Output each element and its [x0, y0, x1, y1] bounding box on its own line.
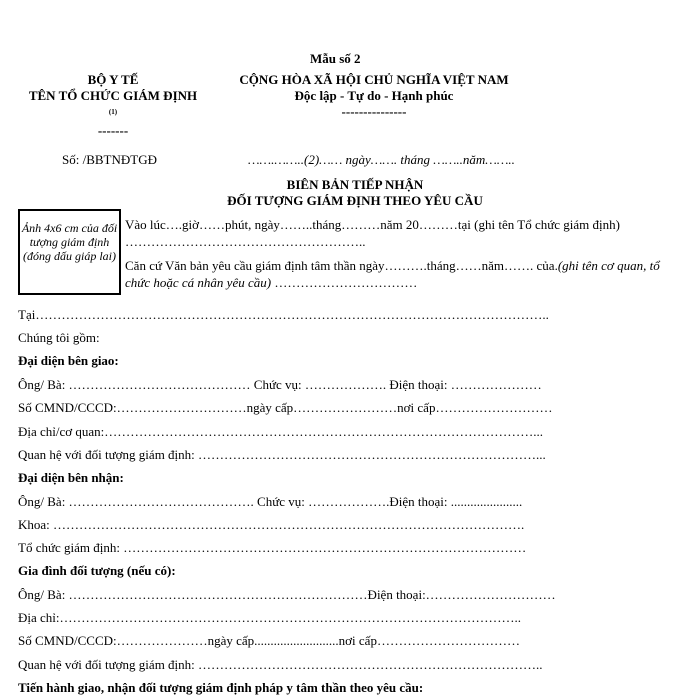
receiver-name-line: Ông/ Bà: ……………………………………. Chức vụ: ……………….Điện thoại: ...................... — [18, 494, 523, 509]
form-number: Mẫu số 2 — [310, 51, 361, 66]
title-line-1: BIÊN BẢN TIẾP NHẬN — [286, 177, 424, 192]
family-address-line: Địa chỉ:…………………………………………………………………………………………….. — [18, 610, 522, 625]
national-motto: Độc lập - Tự do - Hạnh phúc — [294, 88, 454, 103]
org-name: TÊN TỔ CHỨC GIÁM ĐỊNH $^{(1)}$ — [28, 88, 198, 116]
ministry-name: BỘ Y TẾ — [87, 72, 139, 87]
deliverer-relation-line: Quan hệ với đối tượng giám định: ……………………………………………………………………... — [18, 447, 546, 462]
footnote-marker: (1) — [108, 108, 118, 116]
family-relation-line: Quan hệ với đối tượng giám định: …………………………………………………………………….. — [18, 657, 543, 672]
location-line: Tại……………………………………………………………………………………………………….. — [18, 307, 549, 322]
handover-heading: Tiến hành giao, nhận đối tượng giám định pháp y tâm thần theo yêu cầu: — [18, 680, 424, 695]
right-divider: --------------- — [341, 104, 407, 119]
section-family: Gia đình đối tượng (nếu có): — [18, 563, 176, 578]
date-line: …….……..(2)…… ngày……. tháng ……..năm…….. — [248, 152, 515, 167]
legal-basis-paragraph: Căn cứ Văn bản yêu cầu giám định tâm thần ngày……….tháng……năm……. của.(ghi tên cơ quan, tổ chức hoặc cá nhân yêu cầu) …………………………… — [125, 258, 660, 290]
deliverer-address-line: Địa chỉ/cơ quan:………………………………………………………………………………………... — [18, 424, 544, 439]
left-divider: ------- — [97, 123, 129, 139]
section-deliverer: Đại diện bên giao: — [18, 353, 119, 368]
country-name: CỘNG HÒA XÃ HỘI CHỦ NGHĨA VIỆT NAM — [239, 72, 509, 87]
family-id-line: Số CMND/CCCD:…………………ngày cấp..........................nơi cấp…………………………… — [18, 633, 520, 648]
document-number: Số: /BBTNĐTGĐ — [62, 152, 157, 167]
receiver-organization-line: Tổ chức giám định: ………………………………………………………………………………… — [18, 540, 527, 555]
section-receiver: Đại diện bên nhận: — [18, 470, 124, 485]
deliverer-id-line: Số CMND/CCCD:…………………………ngày cấp……………………nơi cấp……………………… — [18, 400, 553, 415]
photo-placeholder — [18, 209, 121, 295]
family-name-line: Ông/ Bà: ……………………………………………………………Điện thoại:………………………… — [18, 587, 556, 602]
attendees-intro: Chúng tôi gồm: — [18, 330, 100, 345]
time-place-paragraph: Vào lúc….giờ……phút, ngày……..tháng………năm 20………tại (ghi tên Tổ chức giám định) ……………………………………………….. — [125, 217, 620, 249]
receiver-department-line: Khoa: ………………………………………………………………………………………………. — [18, 517, 525, 532]
issuing-authority-block — [28, 72, 198, 139]
document-title — [180, 177, 530, 209]
photo-placeholder-text: Ảnh 4x6 cm của đối tượng giám định (đóng dấu giáp lai) — [21, 221, 118, 263]
deliverer-name-line: Ông/ Bà: …………………………………… Chức vụ: ………………. Điện thoại: ………………… — [18, 377, 542, 392]
national-header-block — [222, 72, 526, 120]
title-line-2: ĐỐI TƯỢNG GIÁM ĐỊNH THEO YÊU CẦU — [227, 193, 483, 208]
